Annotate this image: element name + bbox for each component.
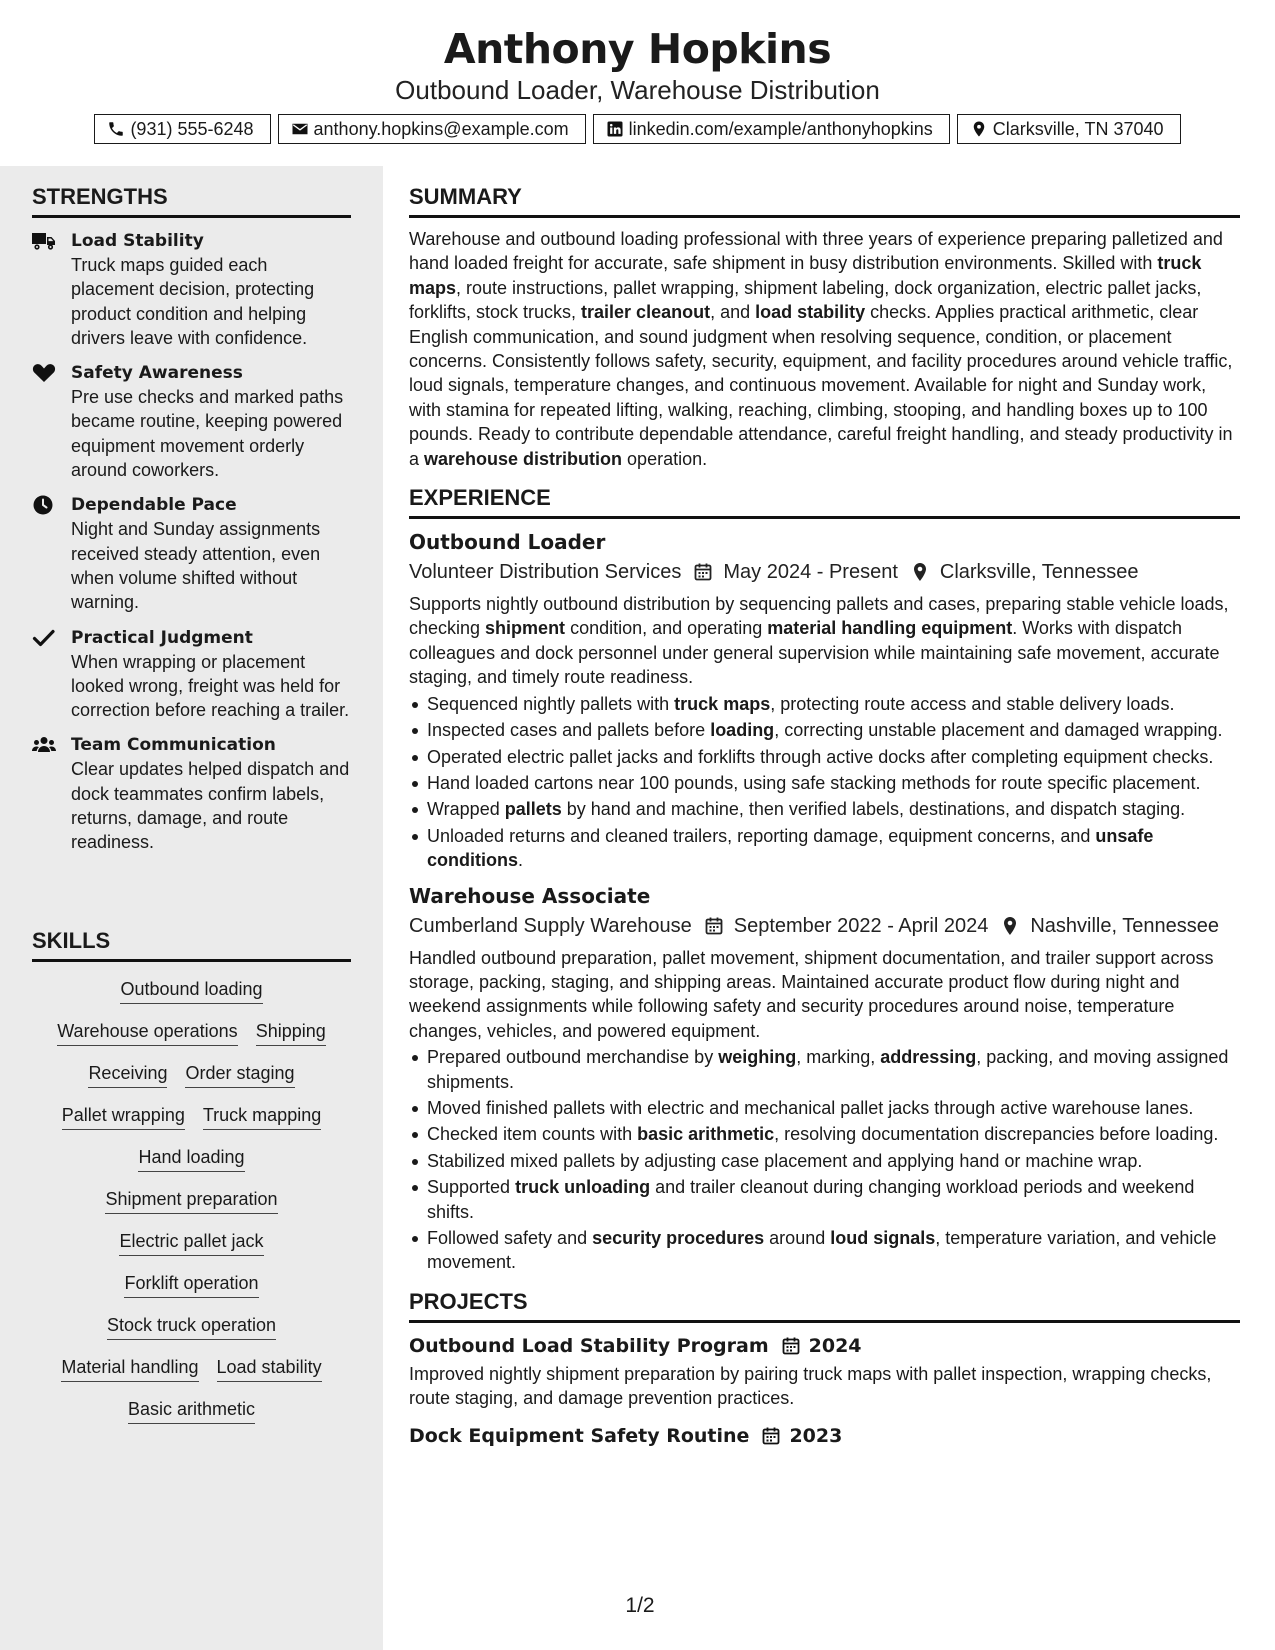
- projects-section: [409, 1289, 1240, 1450]
- calendar-icon: [693, 562, 713, 582]
- project-entry: [409, 1422, 1240, 1450]
- strength-item: [32, 361, 351, 482]
- strengths-section: [32, 184, 351, 855]
- job-bullet: Moved finished pallets with electric and mechanical pallet jacks through active warehouse lanes.: [409, 1096, 1240, 1120]
- job-bullet: Hand loaded cartons near 100 pounds, using safe stacking methods for route specific placement.: [409, 771, 1240, 795]
- main-column: [409, 166, 1240, 1450]
- project-entry: [409, 1332, 1240, 1411]
- linkedin-text: linkedin.com/example/anthonyhopkins: [628, 118, 933, 139]
- job-description: Handled outbound preparation, pallet movement, shipment documentation, and trailer support across storage, packing, staging, and shipping areas. Maintained accurate product flow during night and weekend assignments while following safety and security procedures around noise, temperature changes, vehicles, and powered equipment.: [409, 947, 1214, 1041]
- job-bullets: [409, 692, 1240, 873]
- contact-phone[interactable]: [94, 114, 270, 144]
- projects-heading: PROJECTS: [409, 1289, 1240, 1323]
- skill-tag: Load stability: [217, 1356, 322, 1382]
- skills-heading: SKILLS: [32, 928, 351, 962]
- project-title: Outbound Load Stability Program: [409, 1334, 769, 1357]
- project-title: Dock Equipment Safety Routine: [409, 1424, 750, 1447]
- skill-tag: Truck mapping: [203, 1104, 321, 1130]
- skill-row: [32, 1062, 351, 1088]
- strength-item: [32, 626, 351, 723]
- job-bullets: [409, 1045, 1240, 1275]
- skill-tag: Basic arithmetic: [128, 1398, 255, 1424]
- linkedin-icon: [606, 120, 624, 138]
- phone-text: (931) 555-6248: [130, 118, 254, 139]
- job-entry: [409, 528, 1240, 872]
- skill-row: [32, 1188, 351, 1214]
- skill-row: [32, 1230, 351, 1256]
- skill-tag: Receiving: [88, 1062, 167, 1088]
- strength-title: Team Communication: [71, 735, 276, 756]
- summary-heading: SUMMARY: [409, 184, 1240, 218]
- skill-tag: Electric pallet jack: [119, 1230, 263, 1256]
- skill-tag: Stock truck operation: [107, 1314, 276, 1340]
- strength-title: Practical Judgment: [71, 627, 253, 648]
- summary-text: Warehouse and outbound loading professional with three years of experience preparing palletized and hand loaded freight for accurate, safe shipment in busy distribution environments. Skilled with truck maps, route instructions, pallet wrapping, shipment labeling, dock organization, electric pallet jacks, forklifts, stock trucks, trailer cleanout, and load stability checks. Applies practical arithmetic, clear English communication, and sound judgment when resolving sequence, condition, or placement concerns. Consistently follows safety, security, equipment, and facility procedures around vehicle traffic, loud signals, temperature changes, and continuous movement. Available for night and Sunday work, with stamina for repeated lifting, walking, reaching, climbing, stooping, and handling boxes up to 100 pounds. Ready to contribute dependable attendance, careful freight handling, and steady productivity in a warehouse distribution operation.: [409, 229, 1233, 469]
- phone-icon: [107, 120, 125, 138]
- experience-heading: EXPERIENCE: [409, 485, 1240, 519]
- job-bullet: Wrapped pallets by hand and machine, then verified labels, destinations, and dispatch staging.: [409, 797, 1240, 821]
- calendar-icon: [704, 916, 724, 936]
- project-year: 2024: [808, 1334, 862, 1357]
- location-text: Clarksville, TN 37040: [992, 118, 1164, 139]
- calendar-icon: [761, 1426, 781, 1446]
- contact-location[interactable]: [957, 114, 1181, 144]
- skill-tag: Pallet wrapping: [62, 1104, 185, 1130]
- candidate-name: Anthony Hopkins: [443, 25, 832, 73]
- job-bullet: Supported truck unloading and trailer cleanout during changing workload periods and weekend shifts.: [409, 1175, 1240, 1224]
- job-location: Clarksville, Tennessee: [939, 561, 1139, 584]
- job-location: Nashville, Tennessee: [1030, 914, 1219, 937]
- clock-icon: [32, 495, 56, 515]
- strength-desc: Night and Sunday assignments received steady attention, even when volume shifted without warning.: [71, 519, 321, 613]
- skill-tag: Shipping: [256, 1020, 326, 1046]
- skill-tag: Shipment preparation: [105, 1188, 277, 1214]
- job-dates: May 2024 - Present: [723, 561, 898, 584]
- skill-row: [32, 1314, 351, 1340]
- job-meta: [409, 912, 1240, 940]
- job-bullet: Prepared outbound merchandise by weighing, marking, addressing, packing, and moving assigned shipments.: [409, 1045, 1240, 1094]
- summary-section: [409, 184, 1240, 471]
- skill-tag: Warehouse operations: [57, 1020, 237, 1046]
- skill-row: [32, 1272, 351, 1298]
- project-year: 2023: [789, 1424, 843, 1447]
- resume-header: [0, 0, 1275, 166]
- job-description: Supports nightly outbound distribution by sequencing pallets and cases, preparing stable vehicle loads, checking shipment condition, and operating material handling equipment. Works with dispatch colleagues and dock personnel under general supervision while maintaining safe movement, accurate staging, and timely route readiness.: [409, 594, 1229, 688]
- skill-tag: Outbound loading: [120, 978, 262, 1004]
- strength-item: [32, 493, 351, 614]
- job-title: Warehouse Associate: [409, 883, 651, 908]
- job-bullet: Checked item counts with basic arithmetic, resolving documentation discrepancies before loading.: [409, 1122, 1240, 1146]
- job-bullet: Inspected cases and pallets before loading, correcting unstable placement and damaged wrapping.: [409, 718, 1240, 742]
- strength-item: [32, 229, 351, 350]
- strength-desc: Truck maps guided each placement decision, protecting product condition and helping drivers leave with confidence.: [71, 255, 315, 348]
- job-bullet: Unloaded returns and cleaned trailers, reporting damage, equipment concerns, and unsafe conditions.: [409, 824, 1240, 873]
- skill-row: [32, 978, 351, 1004]
- skills-section: [32, 928, 351, 1424]
- strength-title: Dependable Pace: [71, 495, 237, 516]
- strength-title: Load Stability: [71, 231, 204, 251]
- strength-desc: Clear updates helped dispatch and dock teammates confirm labels, returns, damage, and route readiness.: [71, 759, 350, 853]
- job-company: Volunteer Distribution Services: [409, 561, 682, 584]
- heart-icon: [32, 363, 56, 383]
- skill-tag: Hand loading: [138, 1146, 244, 1172]
- job-bullet: Sequenced nightly pallets with truck maps, protecting route access and stable delivery loads.: [409, 692, 1240, 716]
- email-text: anthony.hopkins@example.com: [313, 118, 569, 139]
- skill-row: [32, 1146, 351, 1172]
- strength-item: [32, 733, 351, 854]
- job-bullet: Operated electric pallet jacks and forklifts through active docks after completing equipment checks.: [409, 745, 1240, 769]
- job-company: Cumberland Supply Warehouse: [409, 914, 692, 937]
- strength-desc: Pre use checks and marked paths became routine, keeping powered equipment movement orderly around coworkers.: [71, 387, 344, 481]
- skill-row: [32, 1020, 351, 1046]
- job-bullet: Followed safety and security procedures around loud signals, temperature variation, and vehicle movement.: [409, 1226, 1240, 1275]
- strength-desc: When wrapping or placement looked wrong, freight was held for correction before reaching a trailer.: [71, 651, 350, 721]
- project-title-row: [409, 1422, 1240, 1450]
- map-pin-icon: [910, 562, 930, 582]
- strength-title: Safety Awareness: [71, 363, 243, 384]
- users-icon: [32, 735, 56, 755]
- candidate-title: Outbound Loader, Warehouse Distribution: [395, 75, 880, 105]
- skill-row: [32, 1104, 351, 1130]
- contact-email[interactable]: [278, 114, 586, 144]
- check-icon: [32, 628, 56, 648]
- calendar-icon: [781, 1336, 801, 1356]
- project-description: Improved nightly shipment preparation by pairing truck maps with pallet inspection, wrapping checks, route staging, and damage prevention practices.: [409, 1363, 1212, 1409]
- skill-tag: Forklift operation: [124, 1272, 258, 1298]
- job-entry: [409, 882, 1240, 1275]
- job-dates: September 2022 - April 2024: [733, 914, 989, 937]
- envelope-icon: [291, 120, 309, 138]
- skill-row: [32, 1398, 351, 1424]
- job-title: Outbound Loader: [409, 530, 606, 555]
- job-meta: [409, 558, 1240, 586]
- map-pin-icon: [970, 120, 988, 138]
- page-number: 1/2: [625, 1594, 655, 1617]
- sidebar: [0, 166, 383, 1650]
- truck-icon: [32, 231, 56, 251]
- job-bullet: Stabilized mixed pallets by adjusting case placement and applying hand or machine wrap.: [409, 1149, 1240, 1173]
- contact-linkedin[interactable]: [593, 114, 950, 144]
- experience-section: [409, 485, 1240, 1275]
- strengths-heading: STRENGTHS: [32, 184, 351, 218]
- skill-tag: Order staging: [185, 1062, 294, 1088]
- contact-bar: [0, 114, 1275, 144]
- map-pin-icon: [1000, 916, 1020, 936]
- skill-row: [32, 1356, 351, 1382]
- skill-tag: Material handling: [61, 1356, 198, 1382]
- project-title-row: [409, 1332, 1240, 1360]
